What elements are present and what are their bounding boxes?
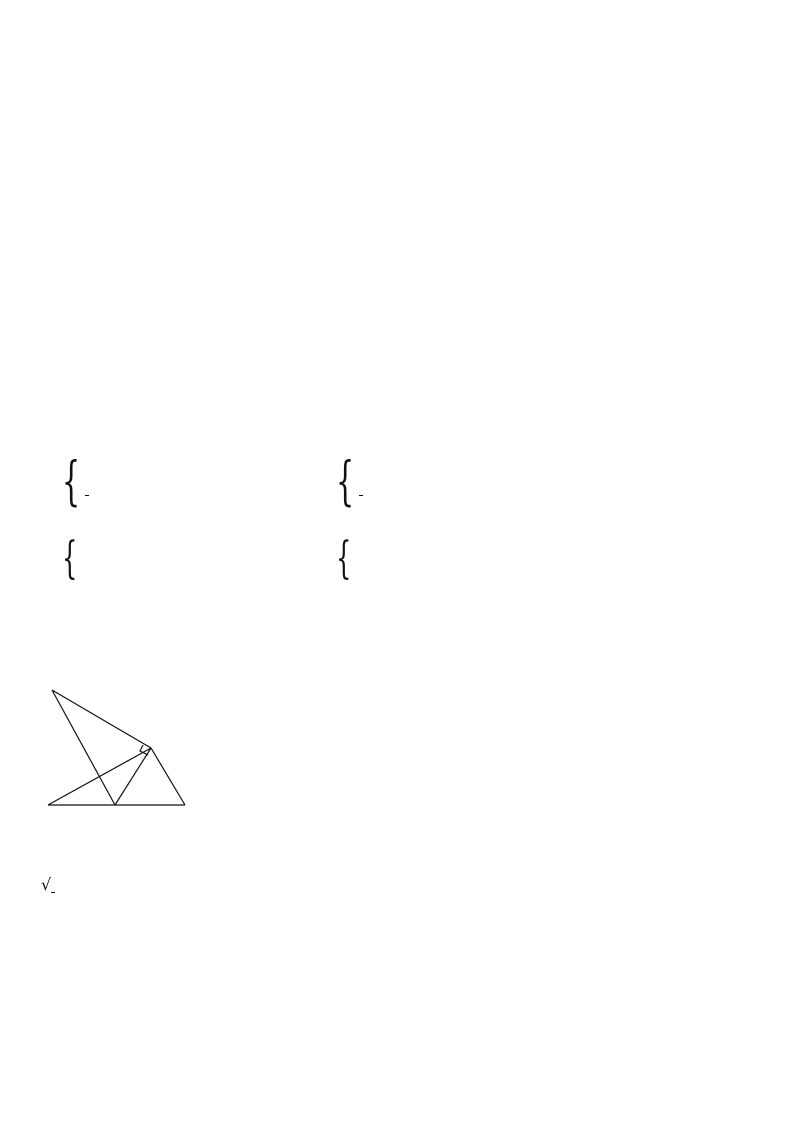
segment-ca [151,748,185,805]
segment-bpc [52,690,151,748]
sqrt-icon: √ [41,875,52,894]
q13-text [38,877,58,895]
brace: { [336,533,352,584]
q9-option-b-figure [338,196,450,268]
q10-b-eq1 [357,456,373,482]
fraction [359,495,363,496]
brace: { [62,533,78,584]
q10-option-b-system[interactable] [336,452,373,512]
q9-option-c-figure [62,296,170,378]
q9-option-d-figure [340,290,456,378]
segment-bpap [52,690,115,805]
frac-num [85,495,89,496]
q10-option-a-system[interactable] [62,452,91,512]
q10-a-eq2 [83,482,91,508]
q11-triangle-figure [34,678,204,820]
q10-option-c-system[interactable] [62,533,78,584]
brace: { [62,452,81,512]
q10-a-eq1 [83,456,91,482]
fraction [85,495,89,496]
frac-num [359,495,363,496]
q10-option-d-system[interactable] [336,533,352,584]
q9-option-a-figure [60,190,170,272]
q9-top-figure [40,82,158,172]
segment-apc [115,748,151,805]
q10-b-eq2 [357,482,373,508]
sqrt-expression [41,877,55,893]
sqrt-radicand [51,892,55,893]
brace: { [336,452,355,512]
